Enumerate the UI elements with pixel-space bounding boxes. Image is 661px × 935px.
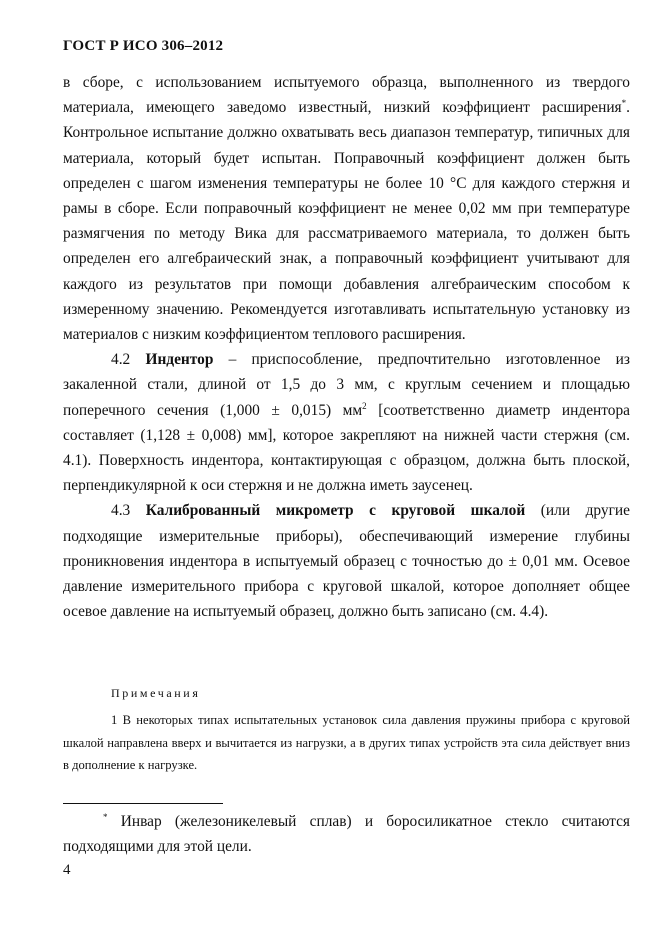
paragraph-4-3 [63,498,630,624]
clause-number: 4.2 [111,351,146,369]
paragraph-text: в сборе, с использованием испытуемого образца, выполненного из твердого материала, имеющего заведомо известный, низкий коэффициент расширения [63,74,630,117]
note-body: 1 В некоторых типах испытательных установок сила давления пружины прибора с круговой шкалой направлена вверх и вычитается из нагрузки, а в других типах устройств эта сила действует вниз в дополнение к нагрузке. [63,713,630,772]
paragraph-text: (или другие подходящие измерительные приборы), обеспечивающий измерение глубины проникновения индентора в испытуемый образец с точностью до ± 0,01 мм. Осевое давление измерительного прибора с круговой шкалой, которое дополняет общее осевое давление на испытуемый образец, должно быть записано (см. 4.4). [63,502,630,621]
paragraph-text: – приспособление, предпочтительно изготовленное из закаленной стали, длиной от 1,5 до 3 мм, с круглым сечением и площадью поперечного сечения (1,000 ± 0,015) мм [63,351,631,419]
main-text [63,70,630,624]
clause-number: 4.3 [111,502,146,520]
defined-term: Индентор [145,351,214,369]
defined-term: Калиброванный микрометр с круговой шкалой [145,502,526,520]
footnote [63,810,630,859]
note-title: Примечания [111,686,201,700]
paragraph-4-2 [63,347,630,498]
footnote-text: Инвар (железоникелевый сплав) и боросиликатное стекло считаются подходящими для этой цели. [63,813,630,855]
paragraph-text: . Контрольное испытание должно охватывать весь диапазон температур, типичных для материала, который будет испытан. Поправочный коэффициент должен быть определен с шагом изменения температуры не более 10 °С для каждого стержня и рамы в сборе. Если поправочный коэффициент не менее 0,02 мм при температуре размягчения по методу Вика для рассматриваемого материала, то должен быть определен его алгебраический знак, а поправочный коэффициент учитывают для каждого из результатов при помощи добавления алгебраическим способом к измеренному значению. Рекомендуется изготавливать испытательную установку из материалов с низким коэффициентом теплового расширения. [63,99,630,344]
footnote-reference: * [621,98,627,109]
footnote-divider [63,803,223,804]
footnote-mark: * [103,811,108,822]
paragraph-continuation [63,70,630,347]
paragraph-text: [соответственно диаметр индентора составляет (1,128 ± 0,008) мм], которое закрепляют на нижней части стержня (см. 4.1). Поверхность индентора, контактирующая с образцом, должна быть плоской, перпендикулярной к оси стержня и не должна иметь заусенец. [63,401,631,495]
superscript: 2 [362,400,367,411]
document-header: ГОСТ Р ИСО 306–2012 [63,38,224,54]
page-number: 4 [63,862,71,878]
